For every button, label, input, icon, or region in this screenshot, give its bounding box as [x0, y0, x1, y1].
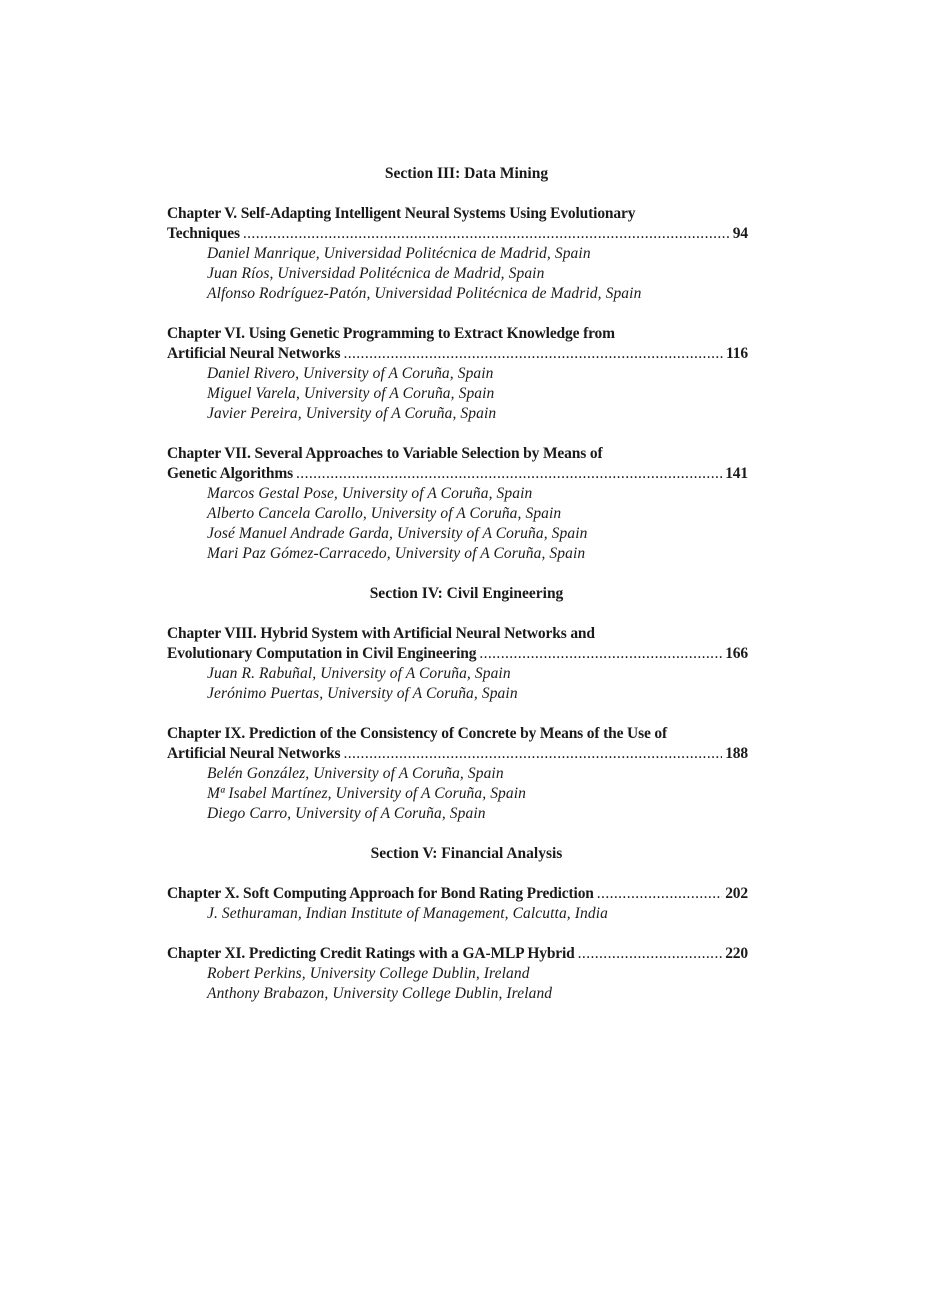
- dot-leader: [343, 744, 722, 764]
- chapter-author: Alberto Cancela Carollo, University of A Coruña, Spain: [207, 505, 562, 522]
- chapter-title-final-line: [167, 644, 748, 664]
- chapter-title-text: Artificial Neural Networks: [167, 345, 341, 362]
- chapter-author: José Manuel Andrade Garda, University of A Coruña, Spain: [207, 525, 588, 542]
- table-of-contents: [167, 164, 748, 1024]
- toc-chapter-entry[interactable]: [167, 624, 748, 704]
- section-title: Section IV: Civil Engineering: [369, 585, 564, 602]
- chapter-author: Miguel Varela, University of A Coruña, Spain: [207, 385, 495, 402]
- toc-chapter-entry[interactable]: [167, 944, 748, 1004]
- chapter-author: Mª Isabel Martínez, University of A Coruña, Spain: [207, 785, 527, 802]
- page-number[interactable]: 166: [725, 645, 748, 662]
- chapter-author: Alfonso Rodríguez-Patón, Universidad Politécnica de Madrid, Spain: [207, 285, 642, 302]
- dot-leader: [243, 224, 730, 244]
- toc-section: [167, 584, 748, 824]
- chapter-author: Daniel Manrique, Universidad Politécnica de Madrid, Spain: [207, 245, 591, 262]
- dot-leader: [597, 884, 722, 904]
- chapter-author: Marcos Gestal Pose, University of A Coruña, Spain: [207, 485, 533, 502]
- toc-section: [167, 844, 748, 1004]
- chapter-title-line: Chapter IX. Prediction of the Consistency of Concrete by Means of the Use of: [167, 725, 668, 742]
- chapter-title-line: Chapter V. Self-Adapting Intelligent Neural Systems Using Evolutionary: [167, 205, 636, 222]
- chapter-author: Juan R. Rabuñal, University of A Coruña, Spain: [207, 665, 511, 682]
- chapter-title-line: Chapter VII. Several Approaches to Variable Selection by Means of: [167, 445, 603, 462]
- toc-chapter-entry[interactable]: [167, 884, 748, 924]
- chapter-title-final-line: [167, 944, 748, 964]
- chapter-author: J. Sethuraman, Indian Institute of Management, Calcutta, India: [207, 905, 608, 922]
- toc-chapter-entry[interactable]: [167, 724, 748, 824]
- dot-leader: [343, 344, 723, 364]
- chapter-title-final-line: [167, 464, 748, 484]
- page-number[interactable]: 202: [725, 885, 748, 902]
- chapter-title-final-line: [167, 744, 748, 764]
- chapter-title-text: Evolutionary Computation in Civil Engineering: [167, 645, 477, 662]
- toc-chapter-entry[interactable]: [167, 324, 748, 424]
- chapter-title-text: Chapter XI. Predicting Credit Ratings with a GA-MLP Hybrid: [167, 945, 575, 962]
- section-title: Section III: Data Mining: [384, 165, 549, 182]
- toc-section: [167, 164, 748, 564]
- chapter-author: Javier Pereira, University of A Coruña, Spain: [207, 405, 497, 422]
- toc-chapter-entry[interactable]: [167, 444, 748, 564]
- chapter-author: Juan Ríos, Universidad Politécnica de Madrid, Spain: [207, 265, 545, 282]
- dot-leader: [578, 944, 723, 964]
- chapter-title-line: Chapter VI. Using Genetic Programming to Extract Knowledge from: [167, 325, 615, 342]
- dot-leader: [479, 644, 722, 664]
- chapter-title-line: Chapter VIII. Hybrid System with Artificial Neural Networks and: [167, 625, 595, 642]
- section-title: Section V: Financial Analysis: [370, 845, 563, 862]
- chapter-title-final-line: [167, 224, 748, 244]
- chapter-author: Jerónimo Puertas, University of A Coruña, Spain: [207, 685, 518, 702]
- page-number[interactable]: 116: [726, 345, 748, 362]
- page-number[interactable]: 141: [725, 465, 748, 482]
- toc-chapter-entry[interactable]: [167, 204, 748, 304]
- page-number[interactable]: 220: [725, 945, 748, 962]
- chapter-title-final-line: [167, 884, 748, 904]
- chapter-author: Diego Carro, University of A Coruña, Spain: [207, 805, 486, 822]
- chapter-author: Mari Paz Gómez-Carracedo, University of A Coruña, Spain: [207, 545, 586, 562]
- chapter-author: Anthony Brabazon, University College Dublin, Ireland: [207, 985, 553, 1002]
- dot-leader: [296, 464, 722, 484]
- chapter-title-final-line: [167, 344, 748, 364]
- chapter-author: Robert Perkins, University College Dublin, Ireland: [207, 965, 530, 982]
- chapter-title-text: Artificial Neural Networks: [167, 745, 341, 762]
- chapter-author: Daniel Rivero, University of A Coruña, Spain: [207, 365, 494, 382]
- page-number[interactable]: 188: [725, 745, 748, 762]
- page-number[interactable]: 94: [732, 225, 748, 242]
- chapter-title-text: Techniques: [167, 225, 240, 242]
- chapter-title-text: Genetic Algorithms: [167, 465, 294, 482]
- chapter-title-text: Chapter X. Soft Computing Approach for Bond Rating Prediction: [167, 885, 594, 902]
- chapter-author: Belén González, University of A Coruña, Spain: [207, 765, 504, 782]
